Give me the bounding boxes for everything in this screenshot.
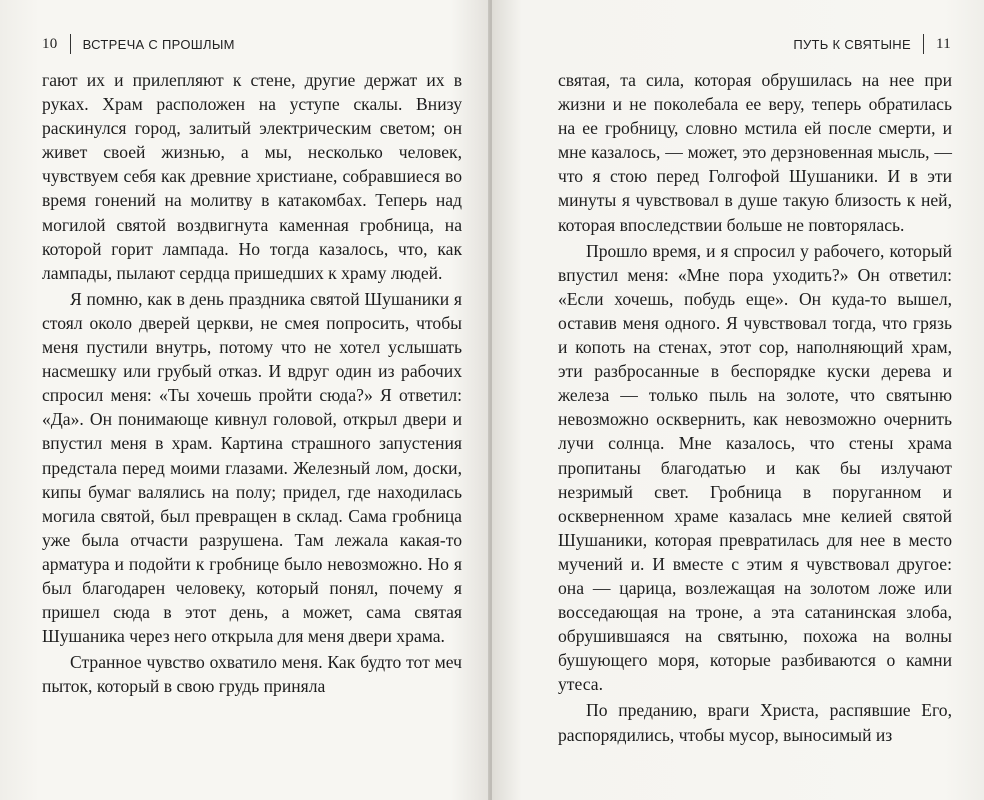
paragraph: гают их и прилепляют к стене, другие держат их в руках. Храм расположен на уступе скалы. Внизу раскинулся город, залитый электрическим светом; он живет своей жизнью, а мы, несколько человек, чувствуем себя как древние христиане, собравшиеся во время гонений на молитву в катакомбах. Теперь над могилой святой воздвигнута каменная гробница, на которой горит лампада. Но тогда казалось, что, как лампады, пылают сердца пришедших к храму людей.	[42, 70, 462, 283]
page-number: 10	[42, 35, 58, 52]
left-page-text	[42, 68, 462, 698]
paragraph: Прошло время, и я спросил у рабочего, который впустил меня: «Мне пора уходить?» Он ответил: «Если хочешь, побудь еще». Он куда-то вышел, оставив меня одного. Я чувствовал тогда, что грязь и копоть на стенах, этот сор, наполняющий храм, эти разбросанные в беспорядке куски дерева и железа — только пыль на золоте, что святыню невозможно осквернить, как невозможно очернить лучи солнца. Мне казалось, что стены храма пропитаны благодатью и как бы излучают незримый свет. Гробница в поруганном и оскверненном храме казалась мне келией святой Шушаники, которая превратилась для нее в место мучений и. И вместе с этим я чувствовал другое: она — царица, возлежащая на золотом ложе или восседающая на троне, а эта сатанинская злоба, обрушившаяся на святыню, похожа на волны бушующего моря, которые разбиваются о камни утеса.	[558, 240, 952, 695]
running-title: ПУТЬ К СВЯТЫНЕ	[793, 36, 911, 52]
paragraph: Я помню, как в день праздника святой Шушаники я стоял около дверей церкви, не смея попросить, чтобы меня пустили внутрь, потому что не хотел услышать насмешку или грубый отказ. И вдруг один из рабочих спросил меня: «Ты хочешь пройти сюда?» Я ответил: «Да». Он понимающе кивнул головой, открыл двери и впустил меня в храм. Картина страшного запустения предстала перед моими глазами. Железный лом, доски, кипы бумаг валялись на полу; придел, где находилась могила святой, был превращен в склад. Сама гробница уже была отчасти разрушена. Там лежала какая-то арматура и подойти к гробнице было невозможно. Но я был благодарен человеку, который понял, почему я пришел сюда в этот день, а может, сама святая Шушаника через него открыла для меня двери храма.	[42, 288, 462, 647]
paragraph: Странное чувство охватило меня. Как будто тот меч пыток, который в свою грудь приняла	[42, 652, 462, 697]
right-page-text	[558, 68, 952, 747]
page-number: 11	[935, 35, 951, 52]
left-page	[0, 0, 490, 800]
running-title: ВСТРЕЧА С ПРОШЛЫМ	[82, 36, 235, 52]
right-page-header	[793, 34, 951, 54]
right-page	[492, 0, 984, 800]
paragraph: По преданию, враги Христа, распявшие Его, распорядились, чтобы мусор, выносимый из	[558, 700, 952, 745]
paragraph: святая, та сила, которая обрушилась на нее при жизни и не поколебала ее веру, теперь обратилась на ее гробницу, словно мстила ей после смерти, и мне казалось, — может, это дерзновенная мысль, — что я стою перед Голгофой Шушаники. И в эти минуты я чувствовал в душе такую близость к ней, которая впоследствии больше не повторялась.	[558, 70, 952, 235]
header-divider	[923, 34, 924, 54]
left-page-header	[42, 34, 235, 54]
header-divider	[70, 34, 71, 54]
